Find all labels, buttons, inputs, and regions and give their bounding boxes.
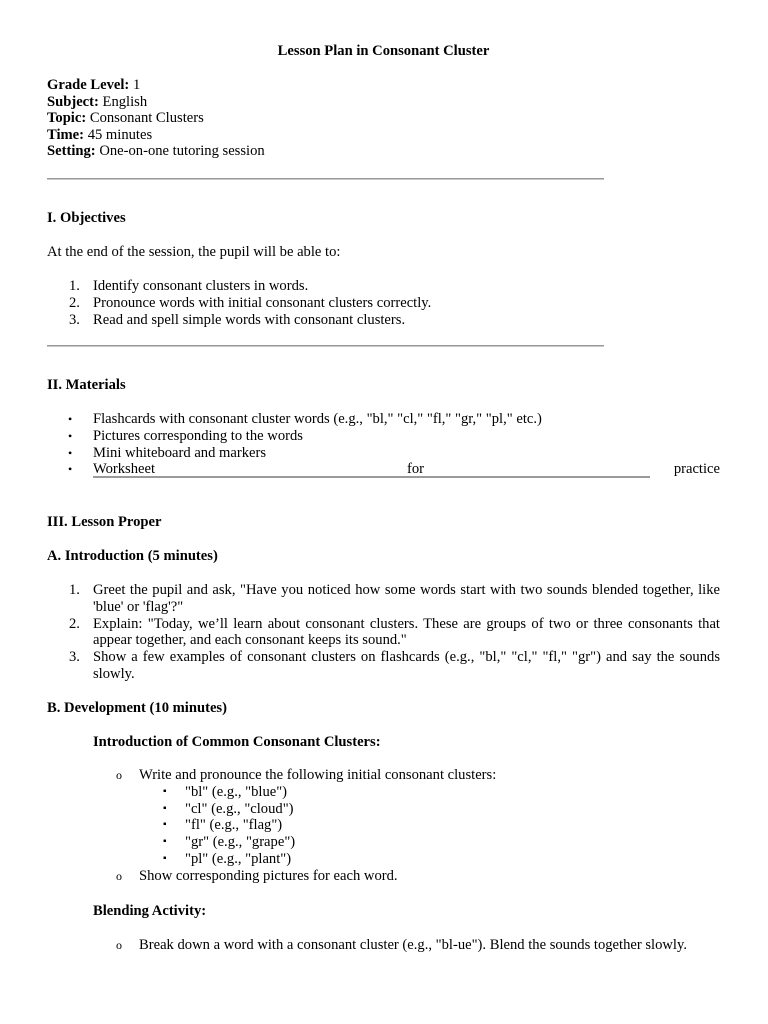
lesson-proper-heading: III. Lesson Proper [47, 514, 162, 530]
divider [47, 178, 604, 180]
list-item-text: Identify consonant clusters in words. [93, 278, 309, 294]
bullet-icon: • [68, 445, 73, 460]
development-list [47, 767, 720, 885]
list-item [47, 649, 720, 683]
list-item-worksheet [47, 461, 720, 478]
list-item-text: Flashcards with consonant cluster words (e.g., "bl," "cl," "fl," "gr," "pl," etc.) [93, 411, 542, 427]
list-item-text: Greet the pupil and ask, "Have you noticed how some words start with two sounds blended together, like 'blue' or 'flag'?" [93, 582, 720, 615]
objectives-heading: I. Objectives [47, 210, 126, 226]
grade-level-line [47, 77, 265, 94]
subject-label: Subject: [47, 93, 99, 110]
circle-bullet-icon: o [116, 868, 122, 883]
bullet-icon: • [68, 428, 73, 443]
subject-value: English [102, 93, 148, 110]
list-item-text: Pronounce words with initial consonant clusters correctly. [93, 294, 432, 311]
list-number: 1. [69, 278, 80, 294]
cluster-text: "gr" (e.g., "grape") [185, 834, 296, 851]
objectives-intro: At the end of the session, the pupil will be able to: [47, 244, 341, 260]
square-bullet-icon: ▪ [163, 819, 167, 831]
cluster-text: "cl" (e.g., "cloud") [185, 800, 294, 817]
materials-list [47, 411, 720, 478]
time-line [47, 127, 265, 144]
document-title: Lesson Plan in Consonant Cluster [277, 43, 490, 59]
lesson-info [47, 77, 265, 160]
cluster-item [47, 784, 720, 801]
list-item [47, 295, 720, 312]
development-heading: B. Development (10 minutes) [47, 700, 227, 716]
topic-value: Consonant Clusters [89, 110, 204, 127]
list-item [47, 428, 720, 445]
objectives-list [47, 278, 720, 328]
cluster-text: "fl" (e.g., "flag") [185, 817, 283, 834]
list-item [47, 312, 720, 329]
cluster-text: "pl" (e.g., "plant") [185, 850, 292, 867]
setting-value: One-on-one tutoring session [99, 143, 265, 160]
grade-value: 1 [132, 77, 141, 93]
list-number: 2. [69, 615, 80, 632]
square-bullet-icon: ▪ [163, 836, 167, 848]
cluster-item [47, 851, 720, 868]
list-item-text: Write and pronounce the following initial consonant clusters: [139, 767, 497, 783]
square-bullet-icon: ▪ [163, 802, 167, 814]
list-item-text: Pictures corresponding to the words [93, 427, 303, 444]
subject-line [47, 94, 265, 111]
list-item-text: Mini whiteboard and markers [93, 444, 267, 461]
clusters-subheading: Introduction of Common Consonant Clusters: [93, 734, 381, 750]
list-item [47, 616, 720, 650]
list-item [47, 868, 720, 885]
worksheet-word: practice [673, 461, 720, 478]
cluster-text: "bl" (e.g., "blue") [185, 783, 288, 800]
list-item-text: Read and spell simple words with consonant clusters. [93, 311, 406, 328]
worksheet-word: Worksheet [93, 461, 156, 478]
list-item [47, 278, 720, 295]
circle-bullet-icon: o [116, 938, 122, 952]
list-item [47, 445, 720, 462]
divider [47, 345, 604, 347]
circle-bullet-icon: o [116, 768, 122, 782]
square-bullet-icon: ▪ [163, 785, 167, 797]
grade-label: Grade Level: [47, 77, 130, 93]
list-item [47, 411, 720, 428]
list-item-text: Break down a word with a consonant cluster (e.g., "bl-ue"). Blend the sounds together slowly. [139, 937, 687, 953]
list-number: 1. [69, 582, 80, 598]
setting-line [47, 143, 265, 160]
bullet-icon: • [68, 462, 73, 477]
time-label: Time: [47, 126, 85, 143]
worksheet-word: for [407, 461, 425, 478]
setting-label: Setting: [47, 143, 96, 160]
time-value: 45 minutes [87, 126, 153, 143]
cluster-item [47, 801, 720, 818]
introduction-heading: A. Introduction (5 minutes) [47, 548, 218, 564]
topic-label: Topic: [47, 110, 87, 127]
list-number: 3. [69, 649, 80, 666]
introduction-list [47, 582, 720, 683]
list-item [47, 767, 720, 784]
materials-heading: II. Materials [47, 377, 126, 393]
topic-line [47, 110, 265, 127]
list-number: 3. [69, 311, 80, 328]
cluster-item [47, 817, 720, 834]
bullet-icon: • [68, 412, 73, 426]
list-item [47, 582, 720, 616]
list-item [47, 937, 720, 954]
blending-list [47, 937, 720, 954]
square-bullet-icon: ▪ [163, 852, 167, 864]
blending-subheading: Blending Activity: [93, 903, 207, 919]
cluster-item [47, 834, 720, 851]
list-item-text: Show corresponding pictures for each word. [139, 867, 398, 884]
list-item-text: Explain: "Today, we’ll learn about consonant clusters. These are groups of two or three consonants that appear together, and each consonant keeps its sound." [93, 615, 720, 649]
list-number: 2. [69, 294, 80, 311]
worksheet-underline [93, 461, 650, 478]
list-item-text: Show a few examples of consonant clusters on flashcards (e.g., "bl," "cl," "fl," "gr") and say the sounds slowly. [93, 649, 720, 682]
